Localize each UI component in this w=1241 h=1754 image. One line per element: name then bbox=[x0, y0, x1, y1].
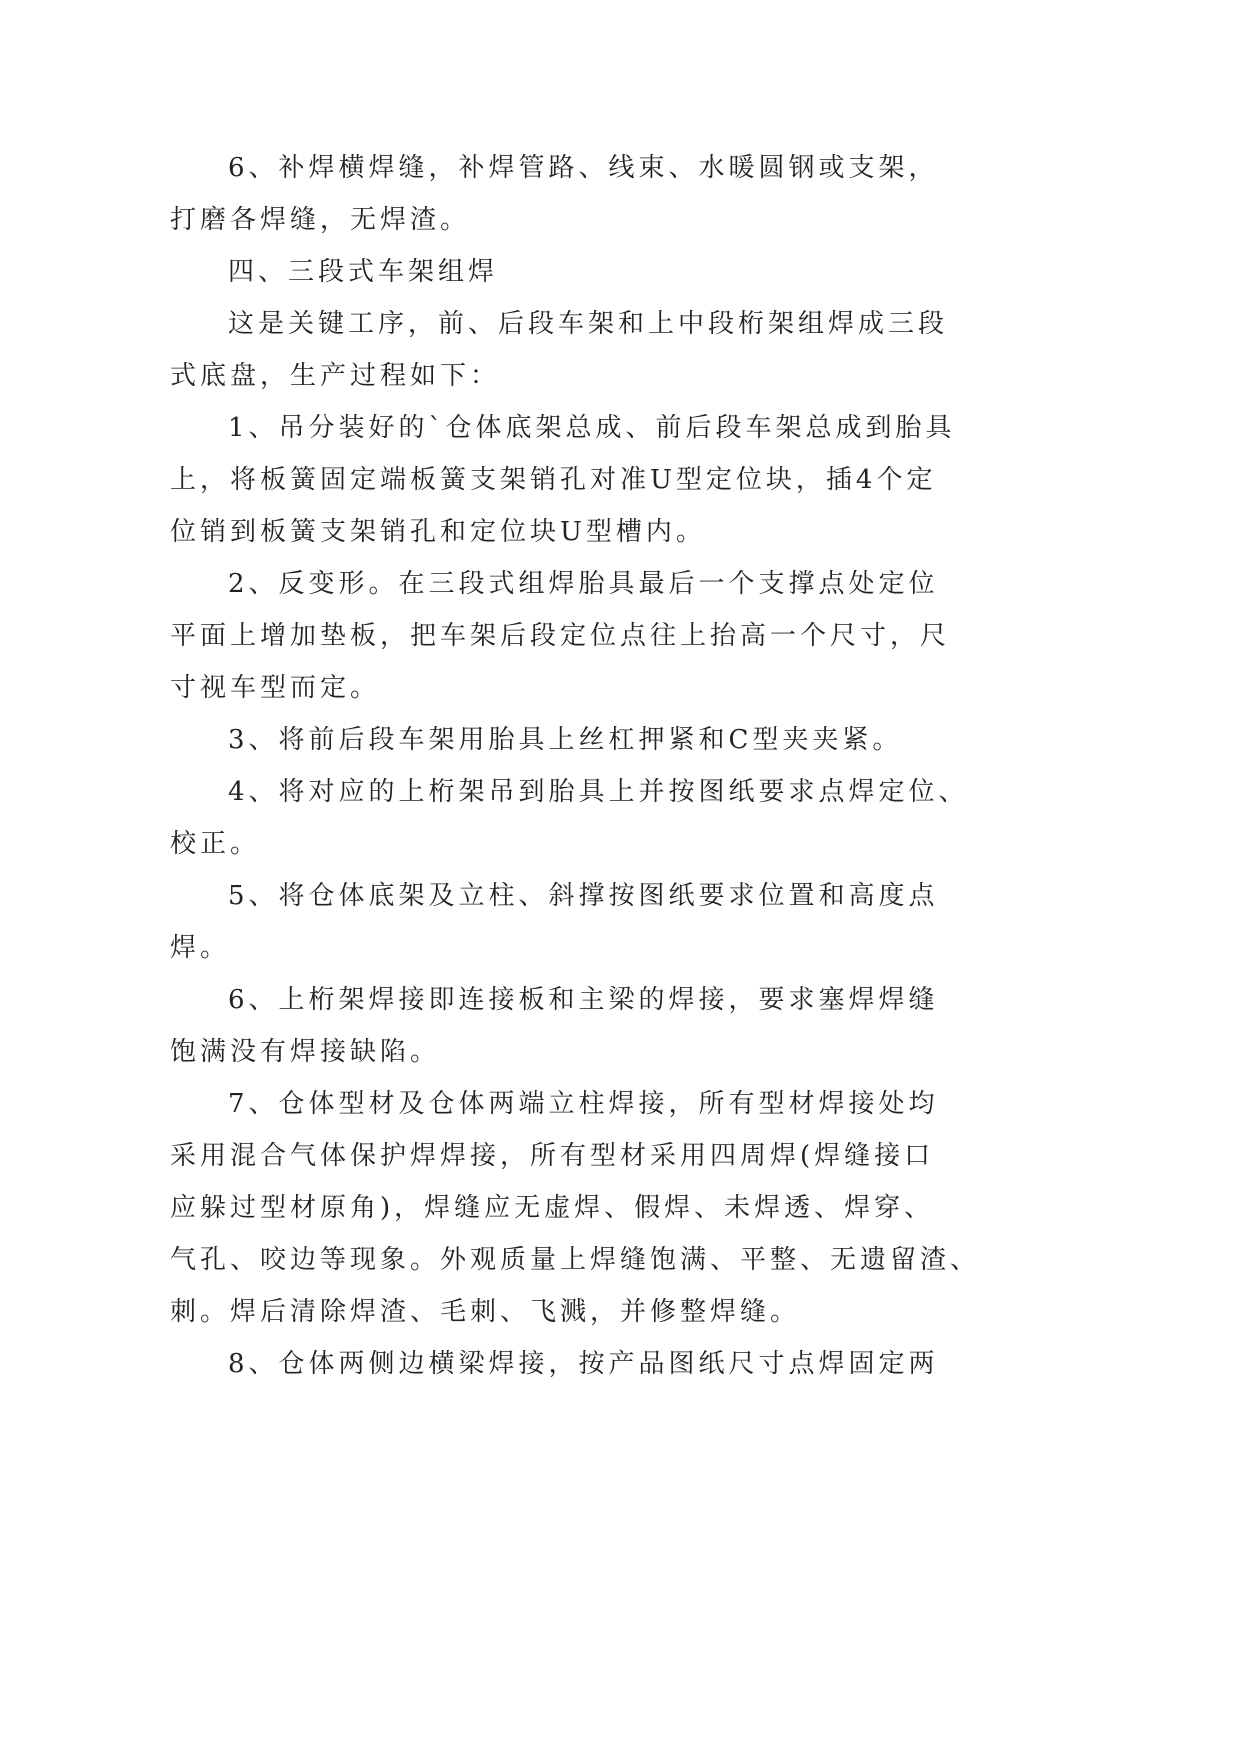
paragraph-line: 校正。 bbox=[170, 829, 261, 859]
paragraph-line: 7、仓体型材及仓体两端立柱焊接，所有型材焊接处均 bbox=[228, 1089, 939, 1119]
paragraph-line: 式底盘，生产过程如下： bbox=[170, 361, 501, 391]
paragraph-line: 位销到板簧支架销孔和定位块U型槽内。 bbox=[170, 517, 706, 547]
paragraph-line: 饱满没有焊接缺陷。 bbox=[170, 1037, 441, 1067]
paragraph-line: 5、将仓体底架及立柱、斜撑按图纸要求位置和高度点 bbox=[228, 881, 939, 911]
paragraph-line: 气孔、咬边等现象。外观质量上焊缝饱满、平整、无遗留渣、 bbox=[170, 1245, 981, 1275]
paragraph-line: 打磨各焊缝，无焊渣。 bbox=[170, 205, 471, 235]
paragraph-line: 应躲过型材原角)，焊缝应无虚焊、假焊、未焊透、焊穿、 bbox=[170, 1193, 935, 1223]
paragraph-line: 1、吊分装好的`仓体底架总成、前后段车架总成到胎具 bbox=[228, 413, 956, 443]
paragraph-line: 4、将对应的上桁架吊到胎具上并按图纸要求点焊定位、 bbox=[228, 777, 969, 807]
paragraph-line: 寸视车型而定。 bbox=[170, 673, 381, 703]
paragraph-line: 焊。 bbox=[170, 933, 231, 963]
paragraph-line: 平面上增加垫板，把车架后段定位点往上抬高一个尺寸，尺 bbox=[170, 621, 951, 651]
paragraph-line: 刺。焊后清除焊渣、毛刺、飞溅，并修整焊缝。 bbox=[170, 1297, 801, 1327]
paragraph-line: 2、反变形。在三段式组焊胎具最后一个支撑点处定位 bbox=[228, 569, 939, 599]
paragraph-line: 6、上桁架焊接即连接板和主梁的焊接，要求塞焊焊缝 bbox=[228, 985, 939, 1015]
paragraph-line: 采用混合气体保护焊焊接，所有型材采用四周焊(焊缝接口 bbox=[170, 1141, 935, 1171]
paragraph-line: 3、将前后段车架用胎具上丝杠押紧和C型夹夹紧。 bbox=[228, 725, 903, 755]
paragraph-line: 这是关键工序，前、后段车架和上中段桁架组焊成三段 bbox=[228, 309, 949, 339]
paragraph-line: 6、补焊横焊缝，补焊管路、线束、水暖圆钢或支架， bbox=[228, 153, 939, 183]
paragraph-line: 8、仓体两侧边横梁焊接，按产品图纸尺寸点焊固定两 bbox=[228, 1349, 939, 1379]
paragraph-line: 上，将板簧固定端板簧支架销孔对准U型定位块，插4个定 bbox=[170, 465, 937, 495]
section-heading: 四、三段式车架组焊 bbox=[228, 257, 499, 287]
